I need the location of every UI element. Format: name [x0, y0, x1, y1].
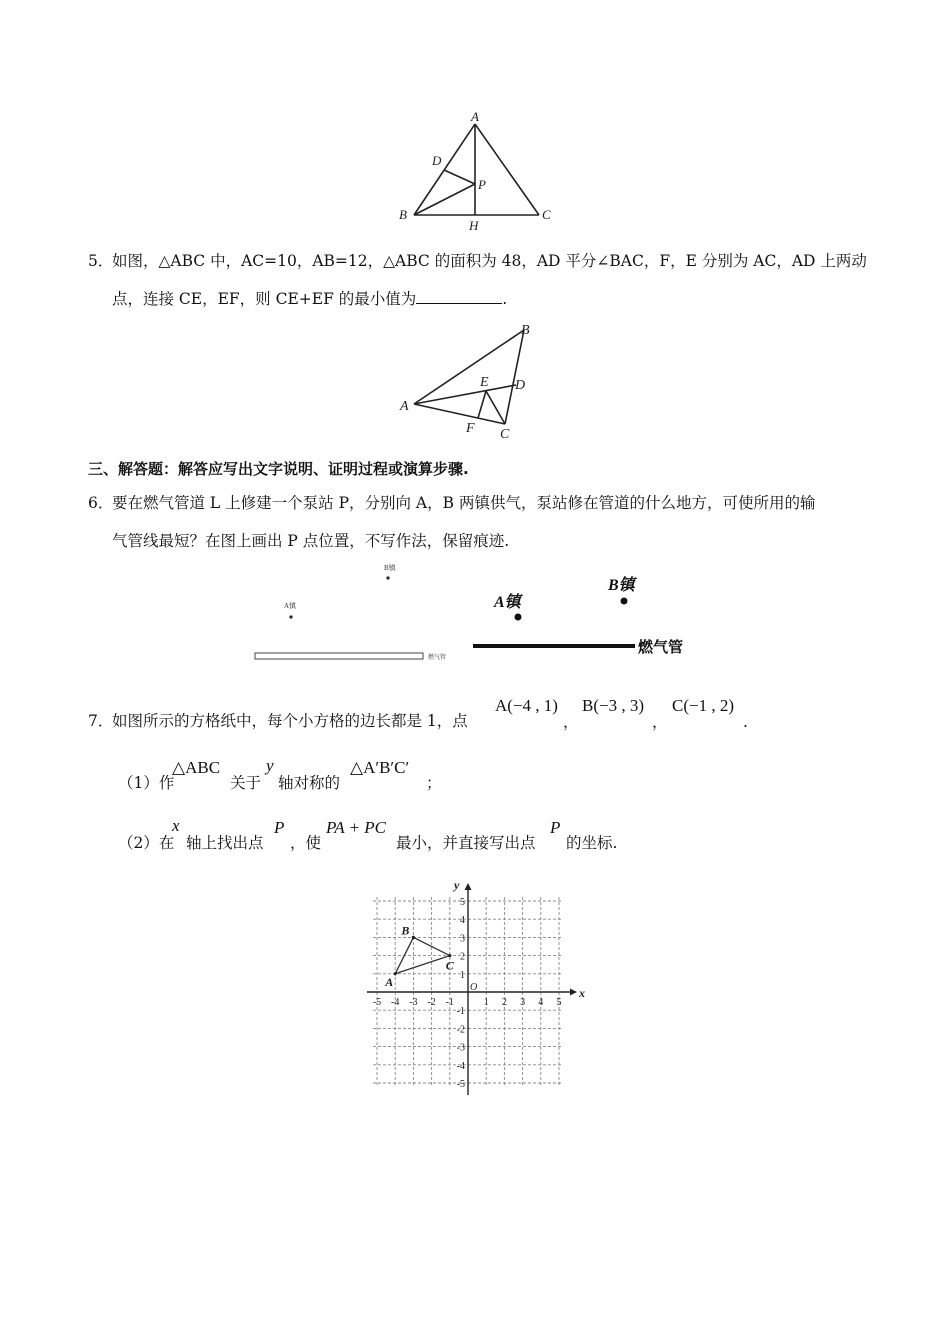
label-D: D: [515, 378, 526, 393]
x-tick-label: -2: [427, 997, 436, 1008]
segment-DP: [444, 170, 475, 184]
label-H: H: [469, 218, 479, 233]
y-axis-label: y: [454, 878, 460, 892]
q7-part2-P2: P: [550, 818, 561, 837]
q7-intro: 如图所示的方格纸中，每个小方格的边长都是 1，点: [112, 712, 468, 730]
label-D: D: [432, 153, 442, 168]
q7-part2-x: x: [172, 816, 180, 835]
triangle-figure-5: [396, 318, 546, 444]
q6-line2: 气管线最短？在图上画出 P 点位置，不写作法，保留痕迹.: [112, 532, 510, 550]
x-tick-label: 3: [520, 997, 526, 1008]
q6-line1: 要在燃气管道 L 上修建一个泵站 P，分别向 A，B 两镇供气，泵站修在管道的什么地方，可使所用的输: [112, 494, 816, 512]
y-tick-label: -4: [456, 1060, 465, 1072]
pipeline-figure-large: [468, 566, 700, 666]
label-B: B: [399, 207, 407, 222]
segment-BC: [505, 330, 524, 424]
segment-AC: [475, 124, 539, 215]
q7-part2-find: 轴上找出点: [186, 834, 264, 852]
q6-number: 6．: [88, 494, 114, 512]
y-axis-arrow: [465, 883, 472, 890]
gas-pipe-small: [255, 653, 423, 659]
segment-AC: [414, 404, 505, 424]
vertex-point-a: [394, 972, 397, 975]
point-b-coord: B(−3 , 3): [582, 696, 644, 715]
x-axis-arrow: [570, 989, 577, 996]
q5-line2-end: .: [502, 290, 508, 308]
pipeline-figure-small: [248, 560, 468, 668]
q7-part2-end: 的坐标.: [566, 834, 618, 852]
label-A: A: [471, 109, 479, 124]
label-C: C: [500, 427, 510, 442]
label-E: E: [480, 375, 489, 390]
q7-part1-triangle: △ABC: [172, 758, 221, 777]
segment-EC: [486, 391, 505, 424]
x-tick-label: 1: [483, 997, 489, 1008]
q5-line1: 如图，△ABC 中，AC=10，AB=12，△ABC 的面积为 48，AD 平分∠BAC，F，E 分别为 AC，AD 上两动: [112, 252, 867, 270]
point-a-coord: A(−4 , 1): [495, 696, 558, 715]
y-tick-label: 1: [460, 969, 465, 981]
x-tick-label: 4: [538, 997, 544, 1008]
q7-sep2: ，: [652, 713, 668, 731]
point-c-coord: C(−1 , 2): [672, 696, 734, 715]
y-tick-label: -1: [456, 1006, 465, 1018]
label-B: B: [521, 323, 530, 338]
x-tick-label: -5: [372, 997, 382, 1008]
q7-part1-end: ；: [426, 774, 442, 792]
label-C: C: [542, 207, 551, 222]
origin-label: O: [470, 982, 478, 993]
coordinate-grid-chart: [360, 868, 592, 1096]
segment-BP: [414, 184, 475, 215]
q7-part1-image: △A′B′C′: [350, 758, 410, 777]
q7-sep1: ，: [563, 713, 579, 731]
town-b-label: B镇: [384, 564, 396, 572]
q7-part1-label: （1）作: [118, 774, 175, 792]
triangle-figure-4: [392, 108, 562, 238]
q7-part1-about: 关于: [230, 774, 262, 792]
y-tick-label: 4: [460, 915, 465, 927]
answer-blank: [416, 289, 502, 304]
x-tick-label: -4: [391, 997, 400, 1008]
segment-AB: [414, 330, 524, 404]
x-axis-label: x: [579, 986, 585, 1000]
q5-line2: [112, 288, 507, 310]
town-b-dot-large: [621, 598, 628, 605]
y-tick-label: 3: [460, 933, 465, 945]
q7-part2-make: ，使: [290, 834, 322, 852]
y-tick-label: -3: [456, 1042, 465, 1054]
q7-part2-label: （2）在: [118, 834, 175, 852]
segment-EF: [478, 391, 486, 418]
pipe-label-large: 燃气管: [638, 640, 684, 656]
q7-part2-expr: PA + PC: [326, 818, 386, 837]
town-b-label-large: B镇: [608, 577, 635, 594]
q5-number: 5．: [88, 252, 114, 270]
x-tick-label: -1: [445, 997, 454, 1008]
town-a-label-large: A镇: [494, 594, 521, 611]
label-A: A: [400, 399, 409, 414]
town-a-dot: [289, 615, 292, 618]
y-tick-label: 5: [460, 897, 465, 908]
town-a-label: A镇: [284, 602, 297, 610]
y-tick-label: -5: [456, 1079, 465, 1090]
q7-part2-min: 最小，并直接写出点: [396, 834, 536, 852]
vertex-label-a: A: [385, 974, 394, 989]
y-tick-label: 2: [460, 951, 465, 963]
q7-part1-axis: 轴对称的: [278, 774, 341, 792]
x-tick-label: 5: [556, 997, 562, 1008]
vertex-label-b: B: [401, 923, 410, 938]
q7-part2-P: P: [274, 818, 285, 837]
town-a-dot-large: [515, 614, 522, 621]
vertex-point-b: [412, 936, 415, 939]
vertex-point-c: [448, 954, 451, 957]
x-tick-label: 2: [501, 997, 507, 1008]
x-tick-label: -3: [409, 997, 418, 1008]
vertex-label-c: C: [445, 958, 454, 973]
section-heading: 三、解答题：解答应写出文字说明、证明过程或演算步骤.: [88, 460, 469, 478]
pipe-label-small: 燃气管: [428, 655, 447, 661]
town-b-dot: [386, 576, 389, 579]
q7-part1-y: y: [266, 756, 274, 775]
label-P: P: [478, 177, 486, 192]
y-tick-label: -2: [456, 1024, 465, 1036]
label-F: F: [466, 421, 475, 436]
q7-number: 7．: [88, 712, 114, 730]
q7-end: .: [743, 713, 748, 731]
q5-line2-text: 点，连接 CE，EF，则 CE+EF 的最小值为: [112, 290, 417, 308]
